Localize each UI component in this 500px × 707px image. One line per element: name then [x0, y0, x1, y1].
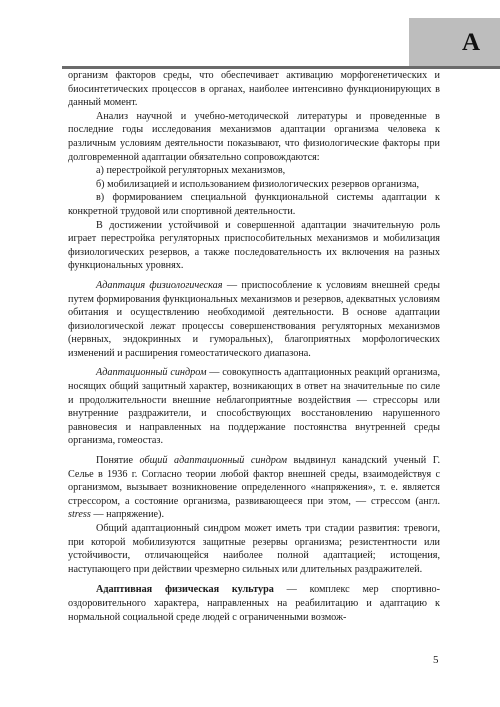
term-adaptive-physical-culture: Адаптивная физическая культура: [96, 584, 274, 596]
paragraph-regulation: В достижении устойчивой и совершенной адаптации значительную роль играет перестройка регуляторных приспособительных механизмов и мобилизация физиологических резервов, а также последовательность их включения на разных функциональных уровнях.: [68, 219, 440, 272]
paragraph-continuation: организм факторов среды, что обеспечивает активацию морфогенетических и биосинтетических процессов в органах, наиболее интенсивно функционирующих в данный момент.: [68, 70, 440, 109]
page-number: 5: [433, 654, 439, 666]
list-item-a: а) перестройкой регуляторных механизмов,: [96, 165, 286, 177]
list-item-c: в) формированием специальной функциональной системы адаптации к конкретной трудовой или спортивной деятельности.: [68, 192, 440, 217]
definition-text: — совокупность адаптационных реакций организма, носящих общий защитный характер, возникающих в ответ на значительные по силе и продолжительности внешние неблагоприятные воздействия — стрессоры или внутренние раздражители, и способствующих восстановлению нарушенного равновесия и направленных на поддержание постоянства внутренней среды организма, гомеостаз.: [68, 367, 440, 447]
term-stress: stress: [68, 509, 91, 521]
definition-adaptation-syndrome: [68, 366, 440, 448]
section-letter-tab: [409, 18, 500, 68]
definition-text: — комплекс мер спортивно-оздоровительного характера, направленных на реабилитацию и адаптацию к нормальной социальной среде людей с ограниченными возмож-: [68, 584, 441, 623]
text-segment: — напряжение).: [90, 509, 164, 521]
definition-physiological-adaptation: [68, 279, 440, 361]
section-letter: А: [461, 29, 480, 56]
definition-adaptive-physical-culture: [68, 583, 440, 624]
paragraph-analysis: Анализ научной и учебно-методической литературы и проведенные в последние годы исследования механизмов адаптации организма человека к различным условиям деятельности показывают, что физиологические факторы при долговременной адаптации обязательно сопровождаются:: [68, 110, 440, 163]
paragraph-stages: Общий адаптационный синдром может иметь три стадии развития: тревоги, при которой мобилизуются защитные резервы организма; резистентности или устойчивости, отличающейся наиболее полной адаптацией; истощения, наступающего при действии чрезмерно сильных или длительных раздражителей.: [68, 523, 440, 575]
text-segment: выдвинул канадский ученый Г. Селье в 1936 г. Согласно теории любой фактор внешней среды, взаимодействуя с организмом, вызывает возникновение определенного «напряжения», т. е. является стрессором, а состояние организма, развивающееся при этом, — стрессом (англ.: [68, 455, 441, 507]
text-segment: Понятие: [96, 455, 140, 467]
list-item-b: б) мобилизацией и использованием физиологических резервов организма,: [96, 178, 420, 190]
term-general-adaptation-syndrome: общий адаптационный синдром: [139, 455, 288, 467]
page-body: [68, 69, 440, 624]
term-adaptation-syndrome: Адаптационный синдром: [96, 367, 207, 379]
term-physiological-adaptation: Адаптация физиологическая: [96, 279, 223, 291]
definition-text: — приспособление к условиям внешней среды путем формирования функциональных механизмов и резервов, адекватных условиям обитания и осуществлению необходимой деятельности. В основе адаптации физиологической лежат процессы совершенствования регуляторных механизмов (нервных, эндокринных и гуморальных), благоприятных морфологических изменений и расширения гомеостатического диапазона.: [68, 279, 440, 359]
paragraph-selye: [68, 454, 440, 522]
